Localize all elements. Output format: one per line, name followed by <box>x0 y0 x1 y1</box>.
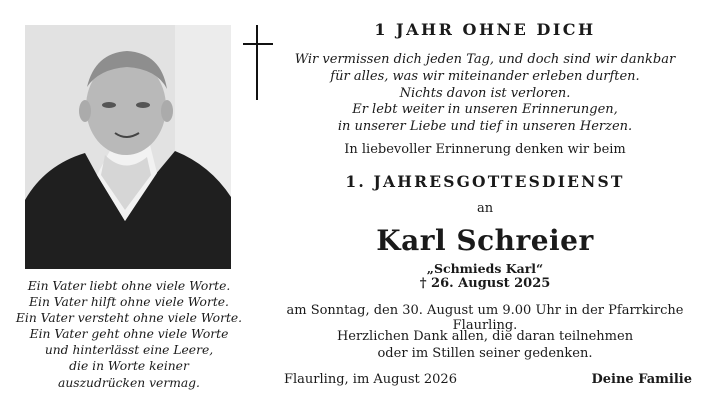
left-poem-line: Ein Vater liebt ohne viele Worte. <box>27 279 231 293</box>
left-poem-line: Ein Vater hilft ohne viele Worte. <box>29 295 229 310</box>
portrait-photo <box>25 25 231 269</box>
poem-line: Nichts davon ist verloren. <box>399 85 571 101</box>
service-details: am Sonntag, den 30. August um 9.00 Uhr in der Pfarrkirche Flaurling. <box>286 303 684 333</box>
heading: 1 JAHR OHNE DICH <box>374 20 596 39</box>
intro-text: In liebevoller Erinnerung denken wir beim <box>344 142 626 157</box>
thanks-line: oder im Stillen seiner gedenken. <box>377 345 593 361</box>
left-poem-line: Ein Vater versteht ohne viele Worte. <box>15 311 243 326</box>
poem-line: in unserer Liebe und tief in unseren Herzen. <box>337 119 633 135</box>
left-poem-line: die in Worte keiner <box>69 359 189 374</box>
poem-line: Wir vermissen dich jeden Tag, und doch sind wir dankbar <box>294 52 676 67</box>
thanks-line: Herzlichen Dank allen, die daran teilnehmen <box>336 329 634 344</box>
left-poem <box>14 278 244 391</box>
memorial-poem <box>270 52 700 136</box>
service-title: 1. JAHRESGOTTESDIENST <box>345 172 625 191</box>
place-date: Flaurling, im August 2026 <box>284 372 457 387</box>
deceased-name: Karl Schreier <box>376 224 594 257</box>
poem-line: Er lebt weiter in unseren Erinnerungen, <box>352 102 618 118</box>
poem-line: für alles, was wir miteinander erleben durften. <box>330 68 640 84</box>
left-poem-line: Ein Vater geht ohne viele Worte <box>29 327 229 342</box>
left-poem-line: auszudrücken vermag. <box>58 375 200 390</box>
an-text: an <box>476 201 494 216</box>
thanks-text <box>270 329 700 362</box>
left-poem-line: und hinterlässt eine Leere, <box>44 343 214 358</box>
signature: Deine Familie <box>591 372 692 387</box>
nickname: „Schmieds Karl“ <box>426 261 544 276</box>
death-date: † 26. August 2025 <box>419 276 551 291</box>
cross-icon <box>243 25 273 100</box>
